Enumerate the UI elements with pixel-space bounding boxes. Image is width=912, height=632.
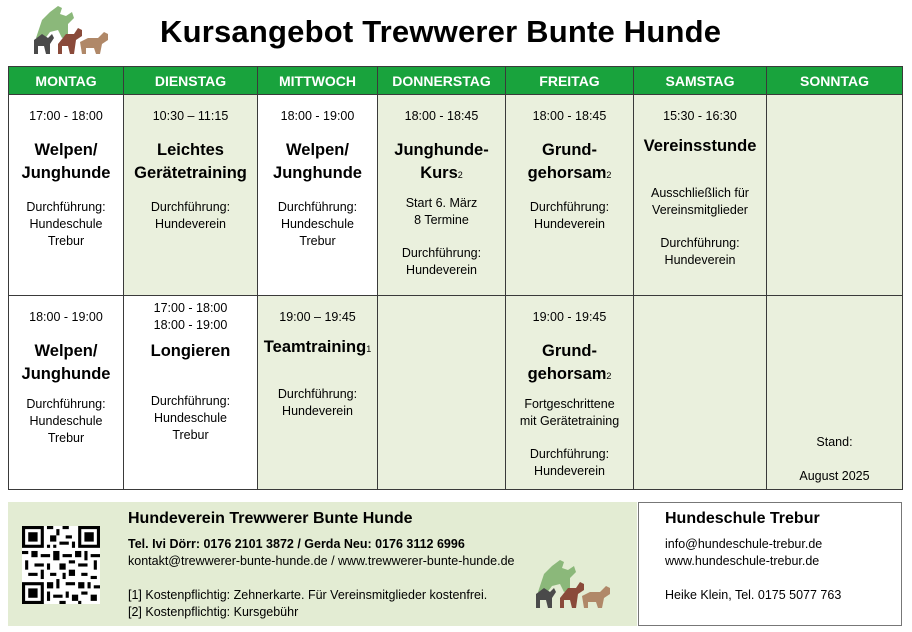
course-time: 19:00 - 19:45 xyxy=(532,310,607,324)
course-time: 15:30 - 16:30 xyxy=(663,109,737,123)
course-cell-wednesday xyxy=(258,95,378,296)
club-contact-links[interactable]: kontakt@trewwerer-bunte-hunde.de / www.trewwerer-bunte-hunde.de xyxy=(128,554,515,568)
day-header: FREITAG xyxy=(506,67,634,95)
schedule-table xyxy=(8,66,903,490)
course-details: Fortgeschrittene mit Gerätetraining xyxy=(519,397,620,428)
course-organizer: Durchführung: Hundeverein xyxy=(529,200,610,231)
course-cell-thursday xyxy=(378,95,506,296)
course-organizer: Durchführung: Hundeschule Trebur xyxy=(150,394,231,442)
course-cell-saturday xyxy=(634,95,767,296)
course-organizer: Durchführung: Hundeschule Trebur xyxy=(26,397,106,445)
day-header: SAMSTAG xyxy=(634,67,767,95)
course-organizer: Durchführung: Hundeverein xyxy=(660,236,740,267)
school-email[interactable]: info@hundeschule-trebur.de xyxy=(665,537,823,551)
footnote-2: [2] Kostenpflichtig: Kursgebühr xyxy=(128,605,299,619)
course-details: Start 6. März 8 Termine xyxy=(405,196,478,227)
school-website[interactable]: www.hundeschule-trebur.de xyxy=(665,554,820,568)
course-cell-sunday xyxy=(767,296,903,490)
stand-date: August 2025 xyxy=(799,469,870,483)
course-cell-tuesday xyxy=(124,296,258,490)
course-time: 18:00 - 19:00 xyxy=(280,109,355,123)
course-cell-monday xyxy=(9,296,124,490)
course-title: Grund- gehorsam$^2$ xyxy=(527,141,612,182)
schedule-row xyxy=(9,95,903,296)
course-organizer: Durchführung: Hundeverein xyxy=(150,200,231,231)
course-cell-friday xyxy=(506,95,634,296)
footnote-marker: 2 xyxy=(457,170,463,180)
day-header: MITTWOCH xyxy=(258,67,378,95)
course-cell-saturday xyxy=(634,296,767,490)
day-header: DONNERSTAG xyxy=(378,67,506,95)
club-name: Hundeverein Trewwerer Bunte Hunde xyxy=(128,510,413,527)
day-header-row xyxy=(9,67,903,95)
course-title: Junghunde- Kurs$^2$ xyxy=(394,141,489,182)
course-time: 10:30 – 11:15 xyxy=(152,109,229,123)
schedule-row xyxy=(9,296,903,490)
course-details: Ausschließlich für Vereinsmitglieder xyxy=(651,186,749,217)
course-title: Welpen/ Junghunde xyxy=(21,342,111,383)
course-title: Teamtraining$^1$ xyxy=(263,338,372,356)
course-title: Welpen/ Junghunde xyxy=(21,141,111,182)
course-time: 18:00 - 18:45 xyxy=(404,109,479,123)
course-organizer: Durchführung: Hundeverein xyxy=(277,387,358,418)
day-header: SONNTAG xyxy=(767,67,903,95)
course-time: 19:00 – 19:45 xyxy=(279,310,356,324)
dogs-logo-icon xyxy=(28,4,112,56)
stand-label: Stand: xyxy=(816,435,853,449)
qr-code-icon xyxy=(22,526,100,604)
course-cell-thursday xyxy=(378,296,506,490)
course-title: Grund- gehorsam$^2$ xyxy=(527,342,612,383)
course-title: Leichtes Gerätetraining xyxy=(134,141,247,182)
course-organizer: Durchführung: Hundeverein xyxy=(529,447,610,478)
course-organizer: Durchführung: Hundeschule Trebur xyxy=(26,200,106,248)
page-title: Kursangebot Trewwerer Bunte Hunde xyxy=(160,14,722,49)
course-cell-friday xyxy=(506,296,634,490)
course-title: Vereinsstunde xyxy=(643,137,757,155)
footnote-marker: 2 xyxy=(606,170,612,180)
dogs-logo-icon xyxy=(530,556,614,612)
course-time: 17:00 - 18:00 18:00 - 19:00 xyxy=(153,301,228,332)
footnote-marker: 2 xyxy=(606,371,612,381)
course-cell-wednesday xyxy=(258,296,378,490)
course-cell-tuesday xyxy=(124,95,258,296)
course-title: Longieren xyxy=(150,342,231,360)
course-title: Welpen/ Junghunde xyxy=(273,141,362,182)
school-name: Hundeschule Trebur xyxy=(665,510,820,527)
club-phone: Tel. Ivi Dörr: 0176 2101 3872 / Gerda Neu: 0176 3112 6996 xyxy=(128,537,465,551)
course-time: 18:00 - 18:45 xyxy=(532,109,607,123)
school-contact: Heike Klein, Tel. 0175 5077 763 xyxy=(665,588,842,602)
day-header: MONTAG xyxy=(9,67,124,95)
course-organizer: Durchführung: Hundeverein xyxy=(401,246,482,277)
course-cell-sunday xyxy=(767,95,903,296)
course-organizer: Durchführung: Hundeschule Trebur xyxy=(277,200,358,248)
footnote-1: [1] Kostenpflichtig: Zehnerkarte. Für Vereinsmitglieder kostenfrei. xyxy=(128,588,488,602)
footnote-marker: 1 xyxy=(366,344,372,354)
course-cell-monday xyxy=(9,95,124,296)
course-time: 17:00 - 18:00 xyxy=(29,109,103,123)
day-header: DIENSTAG xyxy=(124,67,258,95)
course-time: 18:00 - 19:00 xyxy=(29,310,103,324)
